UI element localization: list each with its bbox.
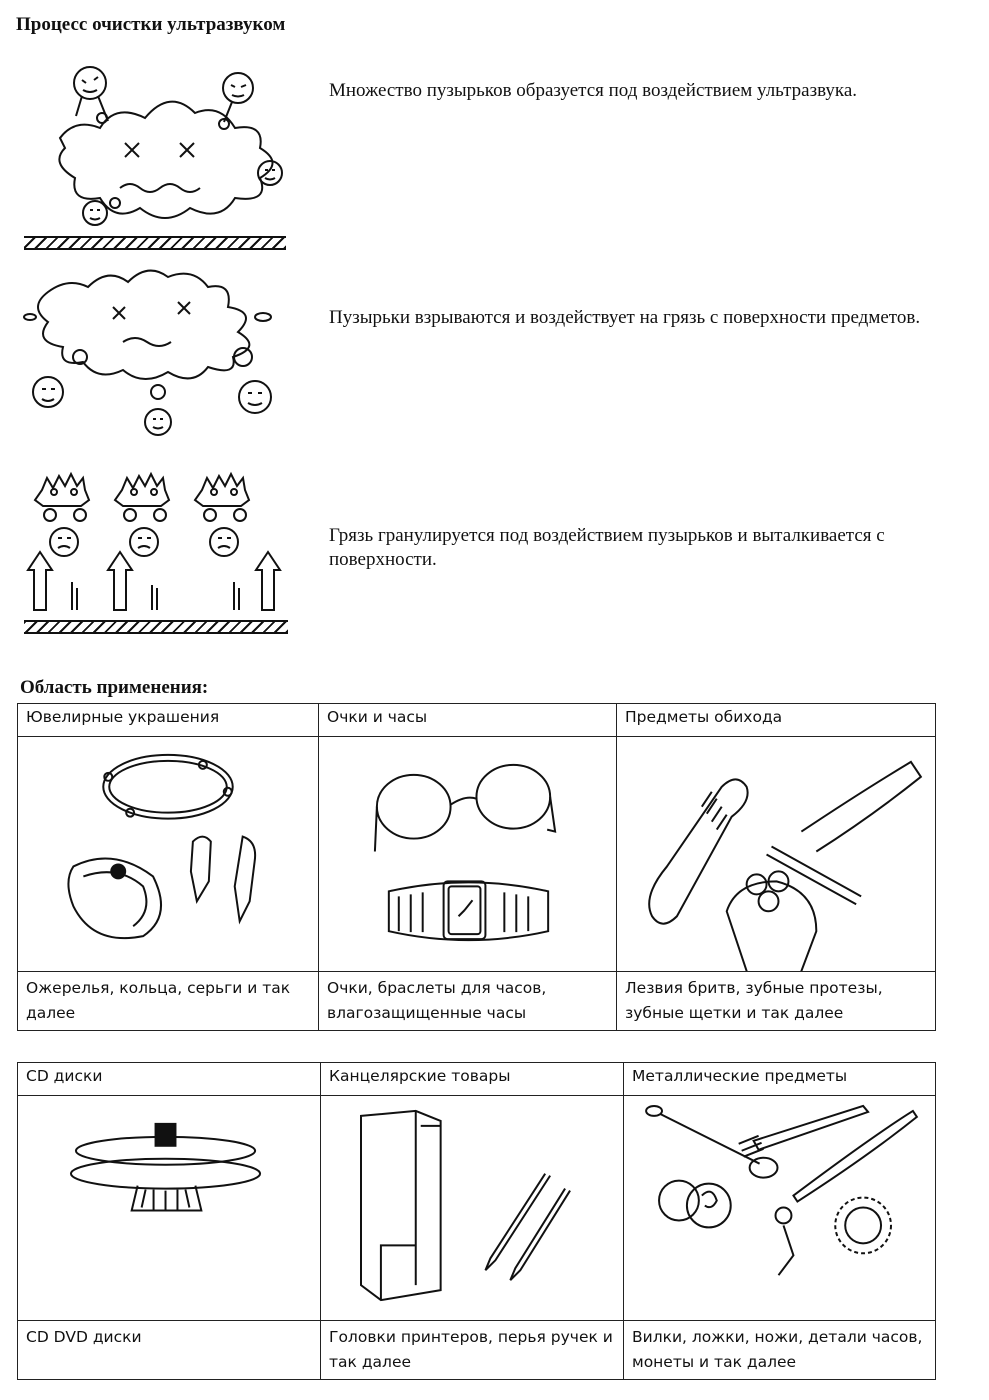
table-caption-cell: CD DVD диски xyxy=(18,1321,321,1380)
table-header-cell: CD диски xyxy=(18,1063,321,1096)
table-header-cell: Ювелирные украшения xyxy=(18,704,319,737)
table-header-cell: Канцелярские товары xyxy=(321,1063,624,1096)
stationery-cell xyxy=(321,1096,624,1321)
metal-cell xyxy=(624,1096,936,1321)
household-cell xyxy=(617,737,936,972)
table-header-row xyxy=(18,704,936,737)
metal-items-icon xyxy=(624,1096,935,1320)
glasses-watch-cell xyxy=(319,737,617,972)
applications-table-1 xyxy=(17,703,936,1031)
cd-cell xyxy=(18,1096,321,1321)
table-caption-cell: Очки, браслеты для часов, влагозащищенные часы xyxy=(319,972,617,1031)
table-header-cell: Предметы обихода xyxy=(617,704,936,737)
process-title: Процесс очистки ультразвуком xyxy=(16,14,286,35)
surface-line xyxy=(24,236,286,250)
applications-title: Область применения: xyxy=(20,677,209,698)
bubbles-forming-illustration xyxy=(20,48,295,248)
table-caption-cell: Головки принтеров, перья ручек и так далее xyxy=(321,1321,624,1380)
glasses-watch-icon xyxy=(319,737,616,971)
stationery-icon xyxy=(321,1096,623,1320)
applications-table-2 xyxy=(17,1062,936,1380)
table-header-cell: Очки и часы xyxy=(319,704,617,737)
surface-line xyxy=(24,620,288,634)
table-header-cell: Металлические предметы xyxy=(624,1063,936,1096)
table-caption-cell: Ожерелья, кольца, серьги и так далее xyxy=(18,972,319,1031)
jewelry-icon xyxy=(18,737,318,971)
table-caption-cell: Вилки, ложки, ножи, детали часов, монеты и так далее xyxy=(624,1321,936,1380)
table-header-row xyxy=(18,1063,936,1096)
household-items-icon xyxy=(617,737,935,971)
cd-disc-icon xyxy=(18,1096,320,1320)
bubbles-bursting-illustration xyxy=(18,262,280,442)
step-2-text: Пузырьки взрываются и воздействует на грязь с поверхности предметов. xyxy=(329,307,921,328)
dirt-ejected-illustration xyxy=(22,470,288,620)
table-caption-cell: Лезвия бритв, зубные протезы, зубные щетки и так далее xyxy=(617,972,936,1031)
step-1-text: Множество пузырьков образуется под воздействием ультразвука. xyxy=(329,80,858,101)
jewelry-cell xyxy=(18,737,319,972)
step-3-text: Грязь гранулируется под воздействием пузырьков и выталкивается с поверхности. xyxy=(329,525,885,570)
